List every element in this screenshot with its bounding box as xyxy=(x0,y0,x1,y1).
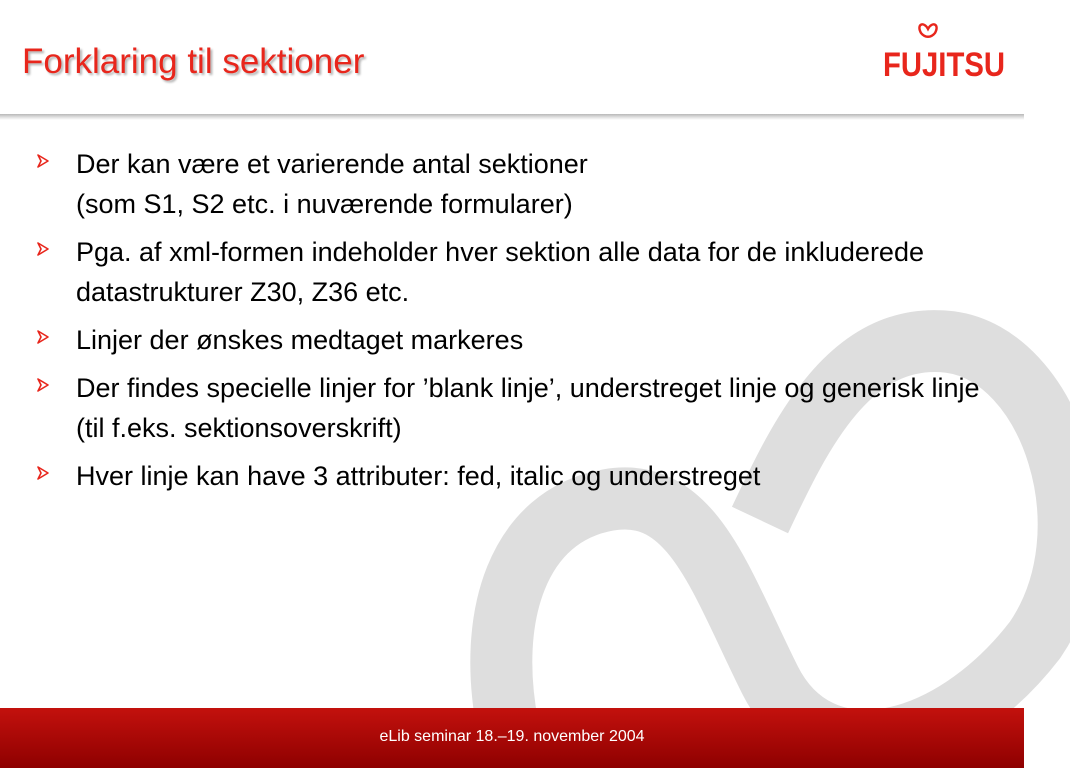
bullet-list xyxy=(36,144,986,504)
slide-footer xyxy=(0,708,1024,768)
arrow-bullet-icon xyxy=(36,242,50,256)
arrow-bullet-icon xyxy=(36,378,50,392)
bullet-item xyxy=(36,144,986,224)
bullet-text: Der kan være et varierende antal sektioner (som S1, S2 etc. i nuværende formularer) xyxy=(76,149,588,219)
bullet-item xyxy=(36,368,986,448)
bullet-text: Hver linje kan have 3 attributer: fed, italic og understreget xyxy=(76,461,761,491)
bullet-text: Pga. af xml-formen indeholder hver sektion alle data for de inkluderede datastrukturer Z30, Z36 etc. xyxy=(76,237,924,307)
bullet-text: Linjer der ønskes medtaget markeres xyxy=(76,325,524,355)
logo-text: FUJITSU xyxy=(883,46,1005,84)
bullet-text: Der findes specielle linjer for ’blank linje’, understreget linje og generisk linje (til f.eks. sektionsoverskrift) xyxy=(76,373,980,443)
header-divider xyxy=(0,114,1024,120)
arrow-bullet-icon xyxy=(36,154,50,168)
bullet-item xyxy=(36,456,986,496)
footer-text: eLib seminar 18.–19. november 2004 xyxy=(379,728,645,745)
arrow-bullet-icon xyxy=(36,466,50,480)
arrow-bullet-icon xyxy=(36,330,50,344)
fujitsu-logo xyxy=(880,24,1008,92)
bullet-item xyxy=(36,320,986,360)
slide-header xyxy=(0,0,1024,116)
bullet-item xyxy=(36,232,986,312)
slide-title: Forklaring til sektioner xyxy=(22,42,365,81)
